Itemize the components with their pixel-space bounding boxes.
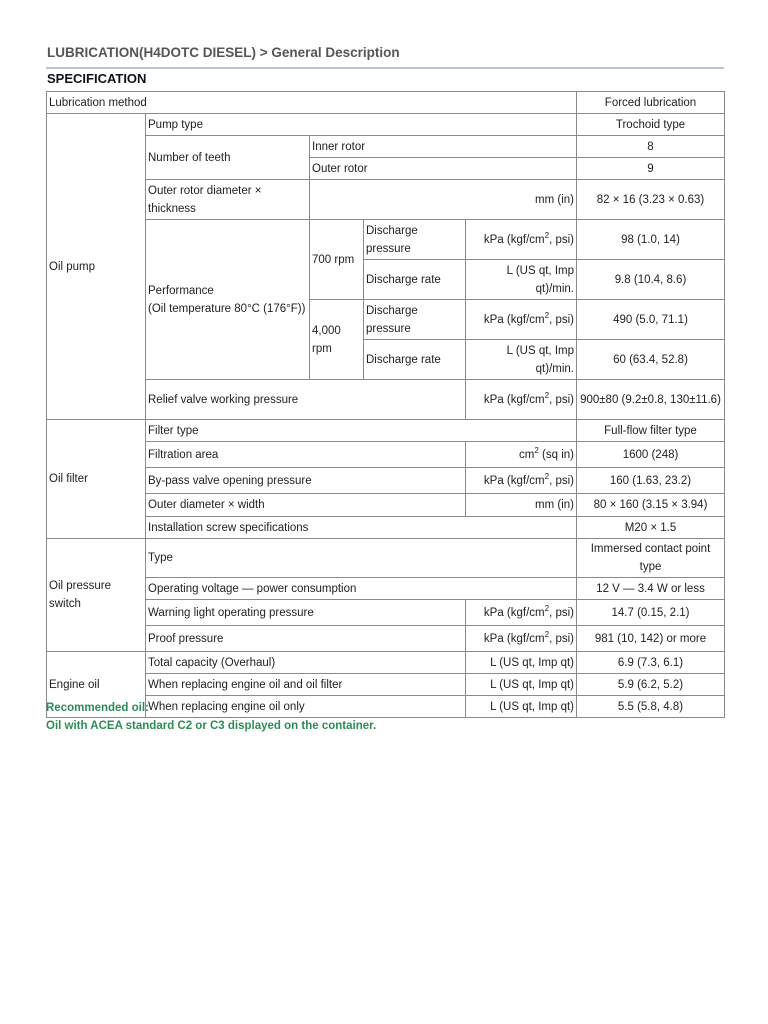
table-row	[47, 600, 725, 626]
row-label: Filter type	[146, 420, 577, 442]
group-label-oil-pressure-switch: Oil pressure switch	[47, 539, 146, 652]
row-label: Proof pressure	[146, 626, 466, 652]
rpm-label: 4,000 rpm	[310, 300, 364, 380]
row-value: 6.9 (7.3, 6.1)	[577, 652, 725, 674]
row-label: Outer rotor diameter × thickness	[146, 180, 310, 220]
row-value: 82 × 16 (3.23 × 0.63)	[577, 180, 725, 220]
recommended-oil-label: Recommended oil:	[46, 702, 149, 714]
row-value: 1600 (248)	[577, 442, 725, 468]
row-value: 80 × 160 (3.15 × 3.94)	[577, 494, 725, 517]
performance-label-line1: Performance	[148, 284, 214, 297]
table-row	[47, 578, 725, 600]
recommended-oil-text: Oil with ACEA standard C2 or C3 displayed on the container.	[46, 720, 377, 732]
unit-cell: mm (in)	[310, 180, 577, 220]
unit-cell: kPa ($kgf/cm^2$, psi)	[466, 300, 577, 340]
table-row	[47, 652, 725, 674]
table-row	[47, 114, 725, 136]
row-label: Lubrication method	[47, 92, 577, 114]
row-value: 8	[577, 136, 725, 158]
unit-cell: L (US qt, Imp qt)	[466, 674, 577, 696]
table-row	[47, 494, 725, 517]
specification-table	[46, 91, 725, 718]
row-value: 160 (1.63, 23.2)	[577, 468, 725, 494]
unit-cell: kPa ($kgf/cm^2$, psi)	[466, 220, 577, 260]
sub-label: Inner rotor	[310, 136, 577, 158]
unit-cell: L (US qt, Imp qt)/min.	[466, 260, 577, 300]
row-label: Outer diameter × width	[146, 494, 466, 517]
row-label: Warning light operating pressure	[146, 600, 466, 626]
row-label: Operating voltage — power consumption	[146, 578, 577, 600]
row-value: 14.7 (0.15, 2.1)	[577, 600, 725, 626]
row-label: By-pass valve opening pressure	[146, 468, 466, 494]
table-row	[47, 674, 725, 696]
row-label: Installation screw specifications	[146, 517, 577, 539]
table-row	[47, 468, 725, 494]
unit-cell: kPa ($kgf/cm^2$, psi)	[466, 626, 577, 652]
table-row	[47, 136, 725, 158]
table-row	[47, 380, 725, 420]
unit-cell: mm (in)	[466, 494, 577, 517]
unit-cell: L (US qt, Imp qt)	[466, 652, 577, 674]
row-value: 60 (63.4, 52.8)	[577, 340, 725, 380]
sub-label: Discharge rate	[364, 260, 466, 300]
group-label-engine-oil: Engine oil	[47, 652, 146, 718]
row-value: 490 (5.0, 71.1)	[577, 300, 725, 340]
unit-cell: kPa ($kgf/cm^2$, psi)	[466, 380, 577, 420]
row-value: Trochoid type	[577, 114, 725, 136]
table-row	[47, 180, 725, 220]
sub-label: Discharge pressure	[364, 300, 466, 340]
row-label: Pump type	[146, 114, 577, 136]
row-value: 9.8 (10.4, 8.6)	[577, 260, 725, 300]
table-row	[47, 92, 725, 114]
row-value: 5.9 (6.2, 5.2)	[577, 674, 725, 696]
row-value: 900±80 (9.2±0.8, 130±11.6)	[577, 380, 725, 420]
performance-label-line2: (Oil temperature 80°C (176°F))	[148, 302, 306, 315]
row-label: When replacing engine oil and oil filter	[146, 674, 466, 696]
row-value: 12 V — 3.4 W or less	[577, 578, 725, 600]
unit-cell: L (US qt, Imp qt)	[466, 696, 577, 718]
sub-label: Discharge pressure	[364, 220, 466, 260]
group-label-oil-pump: Oil pump	[47, 114, 146, 420]
row-label: Number of teeth	[146, 136, 310, 180]
row-value: Full-flow filter type	[577, 420, 725, 442]
row-value: 5.5 (5.8, 4.8)	[577, 696, 725, 718]
unit-cell: $cm^2$ (sq in)	[466, 442, 577, 468]
table-row	[47, 517, 725, 539]
unit-cell: kPa ($kgf/cm^2$, psi)	[466, 600, 577, 626]
table-row	[47, 442, 725, 468]
table-row	[47, 626, 725, 652]
row-label: When replacing engine oil only	[146, 696, 466, 718]
row-value: Forced lubrication	[577, 92, 725, 114]
unit-cell: L (US qt, Imp qt)/min.	[466, 340, 577, 380]
row-label: Filtration area	[146, 442, 466, 468]
row-value: M20 × 1.5	[577, 517, 725, 539]
row-value: 98 (1.0, 14)	[577, 220, 725, 260]
rpm-label: 700 rpm	[310, 220, 364, 300]
sub-label: Outer rotor	[310, 158, 577, 180]
header-divider	[46, 67, 724, 69]
row-label: Relief valve working pressure	[146, 380, 466, 420]
unit-cell: kPa ($kgf/cm^2$, psi)	[466, 468, 577, 494]
sub-label: Discharge rate	[364, 340, 466, 380]
group-label-oil-filter: Oil filter	[47, 420, 146, 539]
performance-label	[146, 220, 310, 380]
section-title: SPECIFICATION	[47, 71, 147, 86]
table-row	[47, 420, 725, 442]
breadcrumb: LUBRICATION(H4DOTC DIESEL) > General Description	[47, 45, 400, 60]
row-label: Type	[146, 539, 577, 578]
row-value: 981 (10, 142) or more	[577, 626, 725, 652]
row-value: 9	[577, 158, 725, 180]
row-value: Immersed contact point type	[577, 539, 725, 578]
table-row	[47, 539, 725, 578]
row-label: Total capacity (Overhaul)	[146, 652, 466, 674]
table-row	[47, 220, 725, 260]
